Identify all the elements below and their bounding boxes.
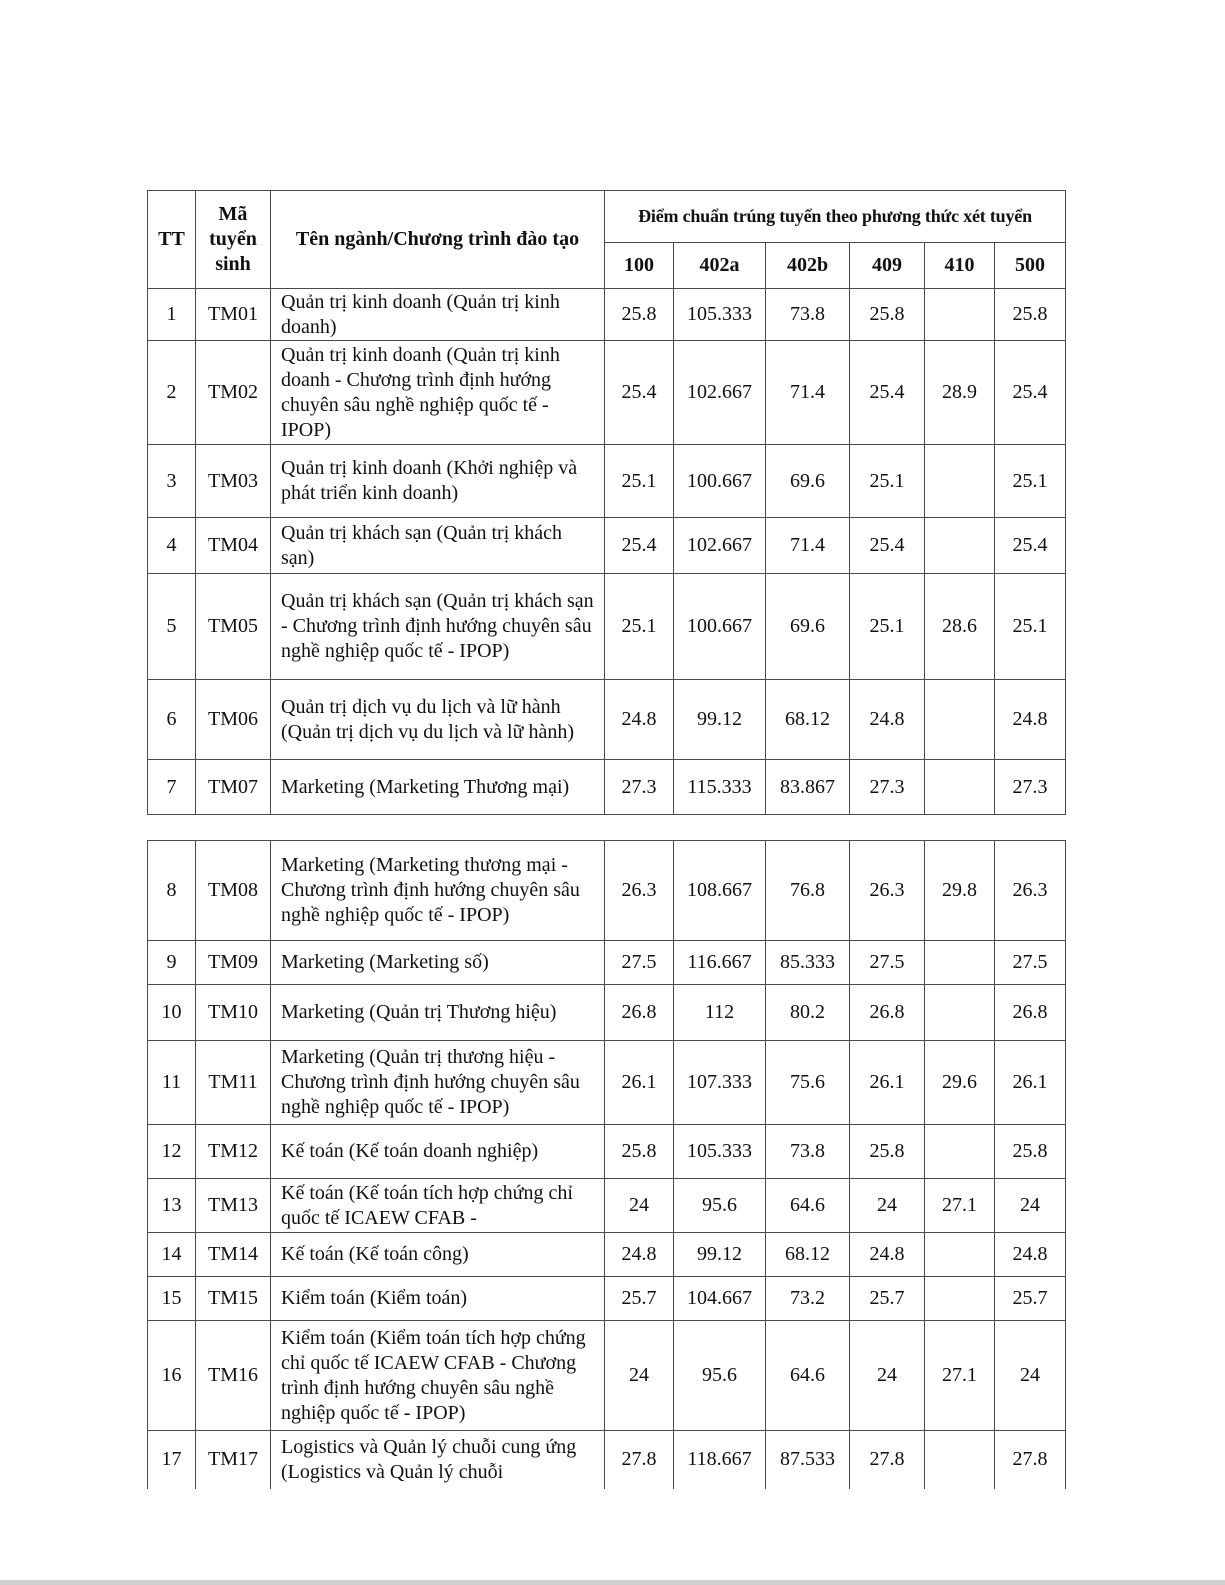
program-name: Kế toán (Kế toán doanh nghiệp) bbox=[271, 1125, 605, 1179]
score-100: 25.8 bbox=[605, 289, 674, 341]
program-name: Quản trị khách sạn (Quản trị khách sạn - Chương trình định hướng chuyên sâu nghề nghiệp quốc tế - IPOP) bbox=[271, 574, 605, 680]
score-409: 26.8 bbox=[850, 985, 925, 1041]
header-tt: TT bbox=[148, 191, 196, 289]
program-code: TM02 bbox=[196, 341, 271, 445]
table-row bbox=[148, 680, 1066, 760]
score-100: 26.1 bbox=[605, 1041, 674, 1125]
score-402b: 64.6 bbox=[766, 1321, 850, 1431]
score-402a: 112 bbox=[674, 985, 766, 1041]
header-method-group: Điểm chuẩn trúng tuyển theo phương thức xét tuyển bbox=[605, 191, 1066, 243]
program-name: Quản trị kinh doanh (Khởi nghiệp và phát triển kinh doanh) bbox=[271, 445, 605, 518]
score-402b: 87.533 bbox=[766, 1431, 850, 1489]
table-row bbox=[148, 1179, 1066, 1233]
program-name: Logistics và Quản lý chuỗi cung ứng (Logistics và Quản lý chuỗi bbox=[271, 1431, 605, 1489]
score-409: 27.8 bbox=[850, 1431, 925, 1489]
score-409: 25.7 bbox=[850, 1277, 925, 1321]
score-100: 24 bbox=[605, 1321, 674, 1431]
score-410 bbox=[925, 1125, 995, 1179]
score-500: 24.8 bbox=[995, 1233, 1066, 1277]
page-bottom-edge bbox=[0, 1580, 1225, 1585]
row-number: 16 bbox=[148, 1321, 196, 1431]
score-100: 24.8 bbox=[605, 1233, 674, 1277]
score-410 bbox=[925, 680, 995, 760]
score-402a: 95.6 bbox=[674, 1321, 766, 1431]
score-410 bbox=[925, 289, 995, 341]
row-number: 17 bbox=[148, 1431, 196, 1489]
table-row bbox=[148, 1041, 1066, 1125]
score-500: 26.8 bbox=[995, 985, 1066, 1041]
table-row bbox=[148, 941, 1066, 985]
program-name: Kế toán (Kế toán công) bbox=[271, 1233, 605, 1277]
score-100: 25.8 bbox=[605, 1125, 674, 1179]
score-402a: 107.333 bbox=[674, 1041, 766, 1125]
score-100: 26.3 bbox=[605, 841, 674, 941]
row-number: 11 bbox=[148, 1041, 196, 1125]
table-row bbox=[148, 1233, 1066, 1277]
score-410 bbox=[925, 1431, 995, 1489]
table-row bbox=[148, 289, 1066, 341]
header-code: Mã tuyển sinh bbox=[196, 191, 271, 289]
score-500: 25.1 bbox=[995, 574, 1066, 680]
table-row bbox=[148, 1277, 1066, 1321]
score-409: 25.8 bbox=[850, 289, 925, 341]
score-402a: 102.667 bbox=[674, 518, 766, 574]
row-number: 10 bbox=[148, 985, 196, 1041]
score-500: 27.8 bbox=[995, 1431, 1066, 1489]
program-code: TM05 bbox=[196, 574, 271, 680]
score-500: 24.8 bbox=[995, 680, 1066, 760]
header-method: 409 bbox=[850, 243, 925, 289]
score-410: 27.1 bbox=[925, 1321, 995, 1431]
score-100: 27.5 bbox=[605, 941, 674, 985]
program-code: TM09 bbox=[196, 941, 271, 985]
score-402b: 69.6 bbox=[766, 445, 850, 518]
program-name: Quản trị kinh doanh (Quản trị kinh doanh - Chương trình định hướng chuyên sâu nghề nghiệp quốc tế - IPOP) bbox=[271, 341, 605, 445]
row-number: 1 bbox=[148, 289, 196, 341]
score-410: 29.6 bbox=[925, 1041, 995, 1125]
row-number: 5 bbox=[148, 574, 196, 680]
table-row bbox=[148, 985, 1066, 1041]
program-code: TM10 bbox=[196, 985, 271, 1041]
score-100: 24.8 bbox=[605, 680, 674, 760]
header-method: 410 bbox=[925, 243, 995, 289]
score-402b: 85.333 bbox=[766, 941, 850, 985]
score-500: 26.1 bbox=[995, 1041, 1066, 1125]
score-410 bbox=[925, 1233, 995, 1277]
score-100: 25.4 bbox=[605, 518, 674, 574]
score-402a: 99.12 bbox=[674, 680, 766, 760]
row-number: 15 bbox=[148, 1277, 196, 1321]
score-402b: 83.867 bbox=[766, 760, 850, 815]
score-500: 25.1 bbox=[995, 445, 1066, 518]
score-402a: 118.667 bbox=[674, 1431, 766, 1489]
program-code: TM12 bbox=[196, 1125, 271, 1179]
score-100: 25.1 bbox=[605, 574, 674, 680]
row-number: 8 bbox=[148, 841, 196, 941]
program-code: TM15 bbox=[196, 1277, 271, 1321]
table-row bbox=[148, 760, 1066, 815]
program-code: TM14 bbox=[196, 1233, 271, 1277]
score-410 bbox=[925, 941, 995, 985]
score-402b: 73.8 bbox=[766, 1125, 850, 1179]
row-number: 14 bbox=[148, 1233, 196, 1277]
score-500: 24 bbox=[995, 1179, 1066, 1233]
header-method: 100 bbox=[605, 243, 674, 289]
score-410 bbox=[925, 760, 995, 815]
score-409: 25.4 bbox=[850, 518, 925, 574]
score-410: 27.1 bbox=[925, 1179, 995, 1233]
table-row bbox=[148, 341, 1066, 445]
score-402b: 76.8 bbox=[766, 841, 850, 941]
score-402b: 73.8 bbox=[766, 289, 850, 341]
score-100: 25.7 bbox=[605, 1277, 674, 1321]
row-number: 7 bbox=[148, 760, 196, 815]
row-number: 4 bbox=[148, 518, 196, 574]
table-row bbox=[148, 1321, 1066, 1431]
program-name: Marketing (Marketing số) bbox=[271, 941, 605, 985]
score-402b: 71.4 bbox=[766, 518, 850, 574]
score-500: 25.8 bbox=[995, 1125, 1066, 1179]
score-410 bbox=[925, 445, 995, 518]
program-name: Quản trị khách sạn (Quản trị khách sạn) bbox=[271, 518, 605, 574]
score-500: 24 bbox=[995, 1321, 1066, 1431]
program-name: Marketing (Quản trị thương hiệu - Chương trình định hướng chuyên sâu nghề nghiệp quốc tế - IPOP) bbox=[271, 1041, 605, 1125]
score-409: 24 bbox=[850, 1179, 925, 1233]
score-402a: 95.6 bbox=[674, 1179, 766, 1233]
table-row bbox=[148, 518, 1066, 574]
score-410 bbox=[925, 1277, 995, 1321]
score-402a: 99.12 bbox=[674, 1233, 766, 1277]
score-402b: 80.2 bbox=[766, 985, 850, 1041]
score-402b: 73.2 bbox=[766, 1277, 850, 1321]
table-row bbox=[148, 841, 1066, 941]
admission-score-table-continued bbox=[147, 840, 1066, 1489]
score-100: 27.3 bbox=[605, 760, 674, 815]
program-name: Quản trị kinh doanh (Quản trị kinh doanh) bbox=[271, 289, 605, 341]
score-402a: 100.667 bbox=[674, 445, 766, 518]
program-name: Marketing (Quản trị Thương hiệu) bbox=[271, 985, 605, 1041]
header-method: 402a bbox=[674, 243, 766, 289]
program-name: Kế toán (Kế toán tích hợp chứng chỉ quốc tế ICAEW CFAB - bbox=[271, 1179, 605, 1233]
score-100: 25.1 bbox=[605, 445, 674, 518]
score-402a: 104.667 bbox=[674, 1277, 766, 1321]
score-402a: 102.667 bbox=[674, 341, 766, 445]
score-409: 25.4 bbox=[850, 341, 925, 445]
score-500: 25.4 bbox=[995, 518, 1066, 574]
score-402a: 116.667 bbox=[674, 941, 766, 985]
score-409: 25.1 bbox=[850, 574, 925, 680]
score-500: 27.5 bbox=[995, 941, 1066, 985]
score-500: 26.3 bbox=[995, 841, 1066, 941]
score-409: 24 bbox=[850, 1321, 925, 1431]
score-402a: 105.333 bbox=[674, 1125, 766, 1179]
score-409: 27.5 bbox=[850, 941, 925, 985]
program-name: Kiểm toán (Kiểm toán) bbox=[271, 1277, 605, 1321]
score-402b: 64.6 bbox=[766, 1179, 850, 1233]
program-name: Kiểm toán (Kiểm toán tích hợp chứng chỉ quốc tế ICAEW CFAB - Chương trình định hướng chuyên sâu nghề nghiệp quốc tế - IPOP) bbox=[271, 1321, 605, 1431]
score-500: 25.4 bbox=[995, 341, 1066, 445]
score-500: 25.8 bbox=[995, 289, 1066, 341]
program-code: TM11 bbox=[196, 1041, 271, 1125]
row-number: 9 bbox=[148, 941, 196, 985]
score-402a: 100.667 bbox=[674, 574, 766, 680]
score-409: 24.8 bbox=[850, 680, 925, 760]
program-name: Quản trị dịch vụ du lịch và lữ hành (Quản trị dịch vụ du lịch và lữ hành) bbox=[271, 680, 605, 760]
score-410: 28.9 bbox=[925, 341, 995, 445]
score-402b: 71.4 bbox=[766, 341, 850, 445]
header-method: 500 bbox=[995, 243, 1066, 289]
program-code: TM17 bbox=[196, 1431, 271, 1489]
row-number: 13 bbox=[148, 1179, 196, 1233]
score-409: 24.8 bbox=[850, 1233, 925, 1277]
score-100: 26.8 bbox=[605, 985, 674, 1041]
program-name: Marketing (Marketing thương mại - Chương trình định hướng chuyên sâu nghề nghiệp quốc tế - IPOP) bbox=[271, 841, 605, 941]
score-402b: 68.12 bbox=[766, 680, 850, 760]
program-code: TM03 bbox=[196, 445, 271, 518]
score-409: 26.1 bbox=[850, 1041, 925, 1125]
table-row bbox=[148, 1431, 1066, 1489]
score-402a: 105.333 bbox=[674, 289, 766, 341]
score-100: 24 bbox=[605, 1179, 674, 1233]
score-409: 26.3 bbox=[850, 841, 925, 941]
program-code: TM07 bbox=[196, 760, 271, 815]
program-code: TM06 bbox=[196, 680, 271, 760]
score-500: 27.3 bbox=[995, 760, 1066, 815]
table-row bbox=[148, 574, 1066, 680]
table-row bbox=[148, 445, 1066, 518]
score-410: 28.6 bbox=[925, 574, 995, 680]
score-409: 25.1 bbox=[850, 445, 925, 518]
program-code: TM16 bbox=[196, 1321, 271, 1431]
row-number: 12 bbox=[148, 1125, 196, 1179]
score-402b: 68.12 bbox=[766, 1233, 850, 1277]
score-402a: 108.667 bbox=[674, 841, 766, 941]
program-code: TM08 bbox=[196, 841, 271, 941]
program-name: Marketing (Marketing Thương mại) bbox=[271, 760, 605, 815]
score-402b: 75.6 bbox=[766, 1041, 850, 1125]
table-row bbox=[148, 1125, 1066, 1179]
score-500: 25.7 bbox=[995, 1277, 1066, 1321]
row-number: 6 bbox=[148, 680, 196, 760]
row-number: 3 bbox=[148, 445, 196, 518]
program-code: TM01 bbox=[196, 289, 271, 341]
score-410: 29.8 bbox=[925, 841, 995, 941]
score-100: 25.4 bbox=[605, 341, 674, 445]
score-402b: 69.6 bbox=[766, 574, 850, 680]
program-code: TM04 bbox=[196, 518, 271, 574]
score-409: 27.3 bbox=[850, 760, 925, 815]
score-410 bbox=[925, 518, 995, 574]
score-100: 27.8 bbox=[605, 1431, 674, 1489]
score-410 bbox=[925, 985, 995, 1041]
score-402a: 115.333 bbox=[674, 760, 766, 815]
header-name: Tên ngành/Chương trình đào tạo bbox=[271, 191, 605, 289]
admission-score-table bbox=[147, 190, 1066, 815]
header-method: 402b bbox=[766, 243, 850, 289]
row-number: 2 bbox=[148, 341, 196, 445]
score-409: 25.8 bbox=[850, 1125, 925, 1179]
program-code: TM13 bbox=[196, 1179, 271, 1233]
